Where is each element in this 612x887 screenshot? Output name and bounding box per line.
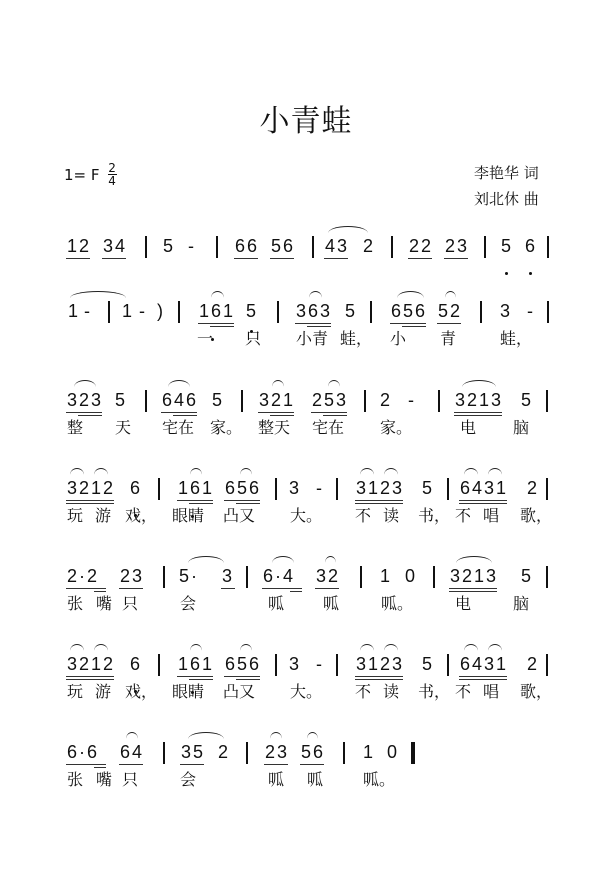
key-text: 1= F bbox=[64, 165, 100, 184]
note: 161 bbox=[199, 301, 236, 321]
lyric: 戏， bbox=[125, 506, 158, 525]
slur bbox=[70, 644, 84, 651]
slur bbox=[126, 732, 138, 739]
underline bbox=[408, 258, 432, 259]
lyric: 张 bbox=[67, 770, 84, 789]
note: 32 bbox=[316, 566, 341, 586]
note: 22 bbox=[409, 236, 434, 256]
underline bbox=[177, 676, 213, 677]
barline bbox=[312, 236, 314, 258]
lyric: 张 bbox=[67, 594, 84, 613]
lyric: 电 bbox=[460, 418, 477, 437]
lyric: 青 bbox=[440, 329, 457, 348]
underline bbox=[102, 258, 126, 259]
barline bbox=[277, 301, 279, 323]
underline bbox=[234, 258, 258, 259]
note: 6·6 bbox=[67, 742, 100, 762]
underline bbox=[94, 591, 106, 592]
underline bbox=[78, 415, 102, 416]
barline bbox=[546, 654, 548, 676]
lyric: 戏， bbox=[125, 682, 158, 701]
barline bbox=[546, 566, 548, 588]
lyric: 小青 bbox=[296, 329, 329, 348]
note: 12 bbox=[67, 236, 92, 256]
note: 5 bbox=[501, 236, 514, 256]
note: 5 bbox=[212, 390, 225, 410]
lyric: 整天 bbox=[258, 418, 291, 437]
slur bbox=[240, 468, 252, 475]
lyric: 小 bbox=[390, 329, 407, 348]
note: 3212 bbox=[67, 478, 116, 498]
note: 2 bbox=[363, 236, 376, 256]
underline bbox=[270, 415, 294, 416]
underline bbox=[324, 258, 348, 259]
barline bbox=[275, 478, 277, 500]
note: 3 bbox=[289, 478, 302, 498]
underline bbox=[66, 676, 114, 677]
lyric: 只 bbox=[245, 329, 262, 348]
note: 23 bbox=[445, 236, 470, 256]
slur bbox=[70, 468, 84, 475]
underline bbox=[258, 412, 294, 413]
lyric: 宅在 bbox=[312, 418, 345, 437]
lyric: 呱。 bbox=[363, 770, 396, 789]
underline bbox=[189, 503, 213, 504]
barline bbox=[178, 301, 180, 323]
note: 5 bbox=[163, 236, 176, 256]
underline bbox=[262, 588, 302, 589]
underline bbox=[355, 679, 403, 680]
note: 5· bbox=[179, 566, 200, 586]
note: - bbox=[408, 390, 416, 410]
lyric: 会 bbox=[180, 770, 197, 789]
note: - bbox=[139, 301, 147, 321]
lyric: 眼睛 bbox=[172, 506, 205, 525]
barline bbox=[163, 566, 165, 588]
note: 56 bbox=[301, 742, 326, 762]
underline bbox=[66, 588, 106, 589]
lyric: 读 bbox=[383, 682, 400, 701]
final-barline bbox=[411, 742, 415, 764]
lyric: 整 bbox=[67, 418, 84, 437]
underline bbox=[295, 323, 331, 324]
song-title: 小青蛙 bbox=[259, 104, 353, 139]
lyric: 不 bbox=[355, 682, 372, 701]
barline bbox=[447, 478, 449, 500]
note: 1 bbox=[380, 566, 393, 586]
barline bbox=[433, 566, 435, 588]
underline bbox=[221, 588, 235, 589]
lyric: 蛙， bbox=[500, 329, 533, 348]
barline bbox=[336, 478, 338, 500]
slur bbox=[462, 380, 496, 387]
barline bbox=[480, 301, 482, 323]
note: - bbox=[316, 478, 324, 498]
slur bbox=[328, 226, 368, 233]
note: 3 bbox=[500, 301, 513, 321]
note: 35 bbox=[181, 742, 206, 762]
barline bbox=[343, 742, 345, 764]
note: 1 bbox=[122, 301, 135, 321]
note: 34 bbox=[103, 236, 128, 256]
underline bbox=[161, 412, 197, 413]
barline bbox=[275, 654, 277, 676]
note: 321 bbox=[259, 390, 296, 410]
lyric: 歌， bbox=[520, 682, 553, 701]
underline bbox=[236, 503, 260, 504]
underline bbox=[66, 764, 106, 765]
barline bbox=[246, 566, 248, 588]
underline bbox=[454, 412, 502, 413]
lyric: 呱 bbox=[307, 770, 324, 789]
lyric: 家。 bbox=[380, 418, 413, 437]
lyric: 电 bbox=[455, 594, 472, 613]
underline bbox=[66, 412, 102, 413]
underline bbox=[307, 326, 331, 327]
underline bbox=[66, 503, 114, 504]
note: 5 bbox=[521, 390, 534, 410]
lyric: 呱 bbox=[268, 770, 285, 789]
underline bbox=[66, 679, 114, 680]
underline bbox=[459, 676, 507, 677]
lyric: 嘴 bbox=[96, 594, 113, 613]
lyric: 天 bbox=[115, 418, 132, 437]
note: 3 bbox=[289, 654, 302, 674]
underline bbox=[180, 764, 204, 765]
underline bbox=[66, 500, 114, 501]
slur bbox=[70, 291, 126, 298]
lyric: 蛙， bbox=[340, 329, 373, 348]
barline bbox=[336, 654, 338, 676]
slur bbox=[190, 644, 202, 651]
slur bbox=[190, 468, 202, 475]
note: 66 bbox=[235, 236, 260, 256]
composer-credit: 刘北休 曲 bbox=[474, 190, 539, 208]
lyric: 凸又 bbox=[223, 682, 256, 701]
slur bbox=[309, 291, 322, 298]
slur bbox=[307, 732, 318, 739]
note: ) bbox=[157, 301, 165, 321]
underline bbox=[300, 764, 324, 765]
slur bbox=[188, 556, 224, 563]
slur bbox=[456, 556, 492, 563]
low-octave-dot bbox=[529, 272, 532, 275]
underline bbox=[454, 415, 502, 416]
lyric: 玩 bbox=[67, 682, 84, 701]
lyricist-credit: 李艳华 词 bbox=[474, 164, 539, 182]
lyric: 只 bbox=[122, 770, 139, 789]
lyric: 呱 bbox=[323, 594, 340, 613]
underline bbox=[315, 588, 339, 589]
slur bbox=[384, 468, 398, 475]
slur bbox=[397, 291, 424, 298]
slur bbox=[328, 380, 340, 387]
lyric: 不 bbox=[355, 506, 372, 525]
note: 6431 bbox=[460, 654, 509, 674]
note: 3212 bbox=[67, 654, 116, 674]
lyric: 嘴 bbox=[96, 770, 113, 789]
note: 0 bbox=[405, 566, 418, 586]
note: 6 bbox=[525, 236, 538, 256]
underline bbox=[459, 503, 507, 504]
note: 5 bbox=[422, 654, 435, 674]
slur bbox=[74, 380, 96, 387]
underline bbox=[177, 500, 213, 501]
slur bbox=[168, 380, 190, 387]
slur bbox=[211, 291, 224, 298]
low-octave-dot bbox=[505, 272, 508, 275]
lyric: 家。 bbox=[210, 418, 243, 437]
barline bbox=[158, 478, 160, 500]
barline bbox=[216, 236, 218, 258]
lyric: 只 bbox=[122, 594, 139, 613]
note: 3213 bbox=[450, 566, 499, 586]
underline bbox=[224, 676, 260, 677]
slur bbox=[94, 644, 108, 651]
lyric: 游 bbox=[95, 682, 112, 701]
note: 3 bbox=[222, 566, 235, 586]
note: 2 bbox=[527, 654, 540, 674]
lyric: 游 bbox=[95, 506, 112, 525]
slur bbox=[488, 468, 502, 475]
lyric: 呱 bbox=[268, 594, 285, 613]
barline bbox=[546, 478, 548, 500]
underline bbox=[459, 679, 507, 680]
note: 1 bbox=[68, 301, 81, 321]
lyric: 歌， bbox=[520, 506, 553, 525]
underline bbox=[459, 500, 507, 501]
note: - bbox=[188, 236, 196, 256]
slur bbox=[94, 468, 108, 475]
lyric: 唱 bbox=[483, 506, 500, 525]
slur bbox=[464, 644, 478, 651]
note: 23 bbox=[120, 566, 145, 586]
barline bbox=[547, 236, 549, 258]
note: 5 bbox=[115, 390, 128, 410]
note: 0 bbox=[387, 742, 400, 762]
slur bbox=[360, 644, 374, 651]
underline bbox=[323, 415, 347, 416]
barline bbox=[547, 301, 549, 323]
note: 6 bbox=[130, 654, 143, 674]
barline bbox=[364, 390, 366, 412]
note: 5 bbox=[422, 478, 435, 498]
underline bbox=[264, 764, 288, 765]
barline bbox=[108, 301, 110, 323]
barline bbox=[360, 566, 362, 588]
barline bbox=[370, 301, 372, 323]
lyric: 玩 bbox=[67, 506, 84, 525]
barline bbox=[158, 654, 160, 676]
note: 64 bbox=[120, 742, 145, 762]
note: 1 bbox=[363, 742, 376, 762]
note: 3123 bbox=[356, 478, 405, 498]
note: 2·2 bbox=[67, 566, 100, 586]
note: 43 bbox=[325, 236, 350, 256]
barline bbox=[391, 236, 393, 258]
slur bbox=[488, 644, 502, 651]
note: 3123 bbox=[356, 654, 405, 674]
slur bbox=[464, 468, 478, 475]
underline bbox=[210, 326, 234, 327]
note: 2 bbox=[218, 742, 231, 762]
lyric: 不 bbox=[455, 682, 472, 701]
lyric: 唱 bbox=[483, 682, 500, 701]
underline bbox=[290, 591, 302, 592]
note: 5 bbox=[521, 566, 534, 586]
note: 2 bbox=[380, 390, 393, 410]
barline bbox=[447, 654, 449, 676]
slur bbox=[270, 732, 282, 739]
underline bbox=[66, 258, 90, 259]
barline bbox=[438, 390, 440, 412]
underline bbox=[444, 258, 468, 259]
lyric: 读 bbox=[383, 506, 400, 525]
note: 656 bbox=[391, 301, 428, 321]
note: 5 bbox=[345, 301, 358, 321]
lyric: 眼睛 bbox=[172, 682, 205, 701]
underline bbox=[355, 500, 403, 501]
underline bbox=[449, 588, 497, 589]
barline bbox=[546, 390, 548, 412]
underline bbox=[198, 323, 234, 324]
slur bbox=[445, 291, 456, 298]
slur bbox=[272, 380, 284, 387]
note: 2 bbox=[527, 478, 540, 498]
lyric: 脑 bbox=[513, 418, 530, 437]
lyric: 宅在 bbox=[162, 418, 195, 437]
underline bbox=[189, 679, 213, 680]
lyric: 会 bbox=[180, 594, 197, 613]
barline bbox=[145, 236, 147, 258]
slur bbox=[188, 732, 224, 739]
note: 23 bbox=[265, 742, 290, 762]
time-top: 2 bbox=[108, 161, 116, 175]
barline bbox=[241, 390, 243, 412]
underline bbox=[449, 591, 497, 592]
underline bbox=[437, 323, 461, 324]
note: - bbox=[316, 654, 324, 674]
note: 56 bbox=[271, 236, 296, 256]
underline bbox=[270, 258, 294, 259]
lyric: 呱。 bbox=[381, 594, 414, 613]
note: 253 bbox=[312, 390, 349, 410]
underline bbox=[94, 767, 106, 768]
underline bbox=[119, 588, 143, 589]
note: 5 bbox=[246, 301, 259, 321]
note: 52 bbox=[438, 301, 463, 321]
slur bbox=[384, 644, 398, 651]
note: - bbox=[84, 301, 92, 321]
underline bbox=[390, 323, 426, 324]
note: 656 bbox=[225, 478, 262, 498]
barline bbox=[484, 236, 486, 258]
note: 161 bbox=[178, 478, 215, 498]
underline bbox=[224, 500, 260, 501]
lyric: 不 bbox=[455, 506, 472, 525]
slur bbox=[360, 468, 374, 475]
note: 6 bbox=[130, 478, 143, 498]
slur bbox=[272, 556, 294, 563]
underline bbox=[236, 679, 260, 680]
underline bbox=[173, 415, 197, 416]
slur bbox=[325, 556, 336, 563]
underline bbox=[402, 326, 426, 327]
lyric: 书， bbox=[418, 506, 451, 525]
barline bbox=[145, 390, 147, 412]
underline bbox=[311, 412, 347, 413]
underline bbox=[119, 764, 143, 765]
note: 323 bbox=[67, 390, 104, 410]
barline bbox=[246, 742, 248, 764]
note: 656 bbox=[225, 654, 262, 674]
note: 6·4 bbox=[263, 566, 296, 586]
underline bbox=[355, 503, 403, 504]
slur bbox=[240, 644, 252, 651]
barline bbox=[163, 742, 165, 764]
lyric: 大。 bbox=[290, 506, 323, 525]
note: 646 bbox=[162, 390, 199, 410]
lyric: 脑 bbox=[513, 594, 530, 613]
underline bbox=[355, 676, 403, 677]
time-bottom: 4 bbox=[108, 174, 116, 188]
note: 363 bbox=[296, 301, 333, 321]
note: 161 bbox=[178, 654, 215, 674]
note: 3213 bbox=[455, 390, 504, 410]
lyric: 凸又 bbox=[223, 506, 256, 525]
lyric: 大。 bbox=[290, 682, 323, 701]
note: - bbox=[527, 301, 535, 321]
lyric: 书， bbox=[418, 682, 451, 701]
note: 6431 bbox=[460, 478, 509, 498]
lyric: 一 bbox=[197, 329, 214, 348]
